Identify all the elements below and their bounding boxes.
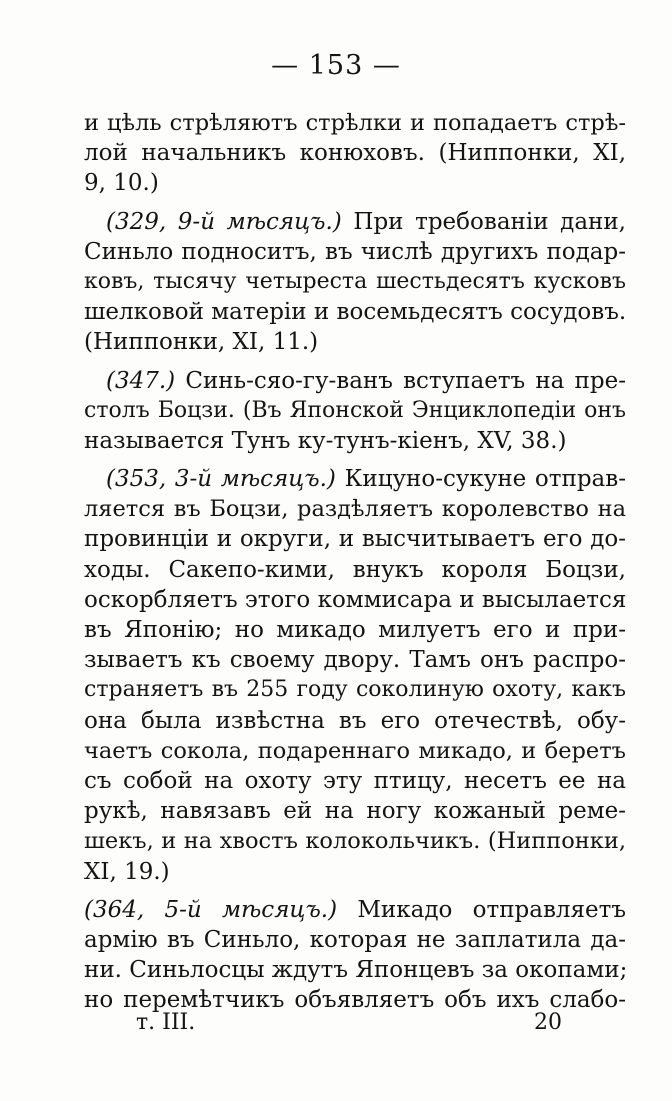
- text-line: она была извѣстна въ его отечествѣ, обу-: [84, 707, 626, 734]
- date-heading: (353, 3-й мѣсяцъ.): [106, 466, 336, 493]
- paragraph: [84, 464, 626, 887]
- sheet-number: 20: [534, 1010, 562, 1035]
- text-line: (Ниппонки, XI, 11.): [84, 329, 319, 356]
- date-heading: (364, 5-й мѣсяцъ.): [84, 896, 338, 923]
- text-line: въ Японію; но микадо милуетъ его и при-: [84, 617, 626, 643]
- text-line: съ собой на охоту эту птицу, несетъ ее на: [84, 767, 626, 794]
- text-line: рукѣ, навязавъ ей на ногу кожаный реме-: [84, 798, 626, 825]
- paragraph: [84, 207, 626, 358]
- text-line: лой начальникъ конюховъ. (Ниппонки, XI,: [84, 140, 626, 167]
- text-line: и цѣль стрѣляютъ стрѣлки и попадаетъ стрѣ-: [84, 110, 626, 136]
- paragraph-first-line: [84, 464, 626, 494]
- text-line: шекъ, и на хвостъ колокольчикъ. (Ниппонки,: [84, 828, 626, 855]
- text-line: зываетъ къ своему двору. Тамъ онъ распро-: [84, 647, 626, 674]
- paragraph: [84, 108, 626, 199]
- paragraph-first-line: [84, 366, 626, 396]
- text-line: ходы. Сакепо-кими, внукъ короля Боцзи,: [84, 556, 626, 583]
- text-line: чаетъ сокола, подареннаго микадо, и беретъ: [84, 737, 626, 764]
- text-line: провинціи и округи, и высчитываетъ его до-: [84, 526, 626, 553]
- text-span: Синь-сяо-гу-ванъ вступаетъ на пре-: [185, 367, 626, 394]
- date-heading: (347.): [106, 367, 176, 394]
- paragraph-first-line: [84, 207, 626, 237]
- text-line: 9, 10.): [84, 170, 159, 197]
- text-line: ляется въ Боцзи, раздѣляетъ королевство на: [84, 496, 626, 523]
- paragraph: [84, 366, 626, 457]
- text-line: называется Тунъ ку-тунъ-кіенъ, XV, 38.): [84, 427, 567, 454]
- text-line: оскорбляетъ этого коммисара и высылается: [84, 586, 627, 613]
- paragraph: [84, 895, 626, 1016]
- text-span: При требованіи дани,: [353, 208, 626, 235]
- text-line: армію въ Синьло, которая не заплатила да-: [84, 926, 626, 953]
- date-heading: (329, 9-й мѣсяцъ.): [106, 208, 342, 235]
- paragraph-first-line: [84, 895, 626, 925]
- text-line: но перемѣтчикъ объявляетъ объ ихъ слабо-: [84, 987, 626, 1014]
- text-span: Микадо отправляетъ: [357, 896, 626, 923]
- volume-signature: т. III.: [136, 1010, 196, 1035]
- text-line: ковъ, тысячу четыреста шестьдесятъ кусковъ: [84, 268, 626, 294]
- text-line: страняетъ въ 255 году соколиную охоту, какъ: [84, 677, 626, 703]
- text-line: XI, 19.): [84, 858, 170, 885]
- text-span: Кицуно-сукуне отправ-: [344, 466, 626, 493]
- body-text: [84, 108, 626, 1015]
- text-line: ни. Синьлосцы ждутъ Японцевъ за окопами;: [84, 957, 628, 984]
- text-line: шелковой матеріи и восемьдесятъ сосудовъ.: [84, 299, 627, 326]
- page-number: — 153 —: [271, 50, 401, 81]
- text-line: Синьло подноситъ, въ числѣ другихъ подар-: [84, 238, 626, 265]
- text-line: столъ Боцзи. (Въ Японской Энциклопедіи онъ: [84, 397, 626, 423]
